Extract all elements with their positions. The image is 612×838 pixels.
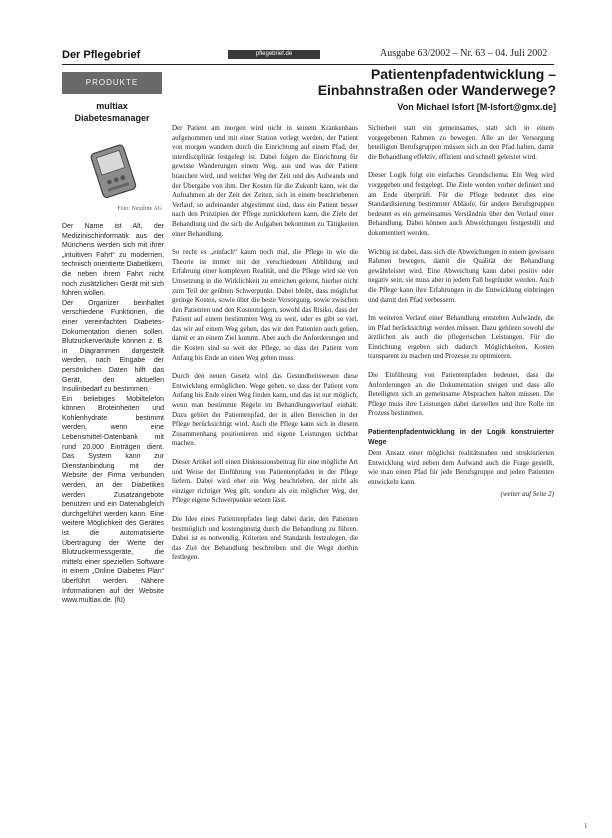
header-divider <box>62 64 554 65</box>
article-paragraph: Die Einführung von Patientenpfaden bedeutet, dass die Anforderungen an die Dokumentation steigen und dass alle Beteiligten sich an gemeinsame Absprachen halten müssen. Die Pflege muss ihre Leistungen dabei darstellen und ihre Rolle im Prozess bestimmen. <box>368 371 554 418</box>
sidebar-paragraph: Der Name ist Alt, der Medizinischinformatik aus der Münchens werden sich mit ihrer „intuitiven Fahrt“ zu modernen, technisch orientierte Diabetikern, die neben ihrem Fahrt nicht noch zusätzlichen Gerät mit sich führen wollen. <box>62 223 164 298</box>
article-paragraph: Die Idee eines Patientenpfades liegt dabei darin, den Patienten bestmöglich und kostengünstig durch die Behandlung zu führen. Dabei ist es notwendig, Kriterien und Standards festzulegen, die das Ziel der Behandlung beschreiben und die Wege dorthin festlegen. <box>172 514 358 562</box>
article-column-2 <box>368 124 554 499</box>
article-paragraph: Dieser Artikel soll einen Diskussionsbeitrag für eine mögliche Art und Weise der Einführung von Patientenpfaden in der Pflege liefern. Dabei wird eher ein Weg beschrieben, der nicht als einziger richtiger Weg gilt, sondern als ein möglicher Weg, der Pflege eigene Schwerpunkte setzen lässt. <box>172 458 358 505</box>
image-caption: Foto: Nextline AG <box>117 206 162 212</box>
article-paragraph: Sicherheit statt ein gemeinsames, statt sich in einem vorgegebenen Rahmen zu bewegen. Alle an der Versorgung beteiligten Berufsgruppen müssen sich an den Pfad halten, damit die Behandlung effektiv, effizient und schnell geleistet wird. <box>368 124 554 161</box>
continued-link[interactable]: (weiter auf Seite 2) <box>500 489 554 498</box>
sidebar-paragraph: Der Organizer beinhaltet verschiedene Funktionen, die einer vereinfachten Diabetes-Dokumentation dienen sollen. Blutzuckerverläufe können z. B. in Diagrammen dargestellt werden, nach Eingabe der persönlichen Daten hilft das Gerät, den aktuellen Insulinbedarf zu bestimmen. <box>62 299 164 394</box>
page-number: 1 <box>584 822 588 830</box>
publication-title: Der Pflegebrief <box>62 49 141 61</box>
headline-line2: Einbahnstraßen oder Wanderwege? <box>317 82 556 98</box>
article-paragraph: Im weiteren Verlauf einer Behandlung entstehen Aufwände, die im Pfad berücksichtigt werden müssen. Dazu gehören sowohl die ärztlichen als auch die pflegerischen Leistungen. Für die Einrichtung ergeben sich dadurch Möglichkeiten, Kosten transparent zu machen und Prozesse zu optimieren. <box>368 314 554 361</box>
article-subheading: Patientenpfadentwicklung in der Logik konstruierter Wege <box>368 429 554 446</box>
article-paragraph: Der Patient am morgen wird nicht in seinem Krankenhaus aufgenommen und mit einer Station verlegt werden, der Patient von morgen wandern durch die Einrichtung auf einem Pfad, der interdisziplinär festgelegt ist. Dabei folgen die Einrichtung für gewisse Wanderungen einem Weg, aus und was der Patient brauchen wird, und welcher Weg der Zeit und des Aufwands und der Übergabe von ihm. Der Kosten für die Zukunft kann, wie die Aufnahmen ab der Zeit der Zeiten, sich in einem beschriebenen Verlauf, so aufeinander abgestimmt sind, dass ein Patient besser nach den Prinzipien der Pflege zurückkehren kann, die Ziele der Behandlung und die sich die Aufgaben bekommen zu Tätigkeiten einer Behandlung. <box>172 124 358 238</box>
article-closing-paragraph: Dem Ansatz einer möglichst realitätsnahen und strukturierten Entwicklung wird neben dem Aufwand auch die Frage gestellt, wie man einen Pfad für jede Berufsgruppe und jeden Patienten entwickeln kann. <box>368 449 554 486</box>
article-paragraph: So recht es „einfach“ kaum noch mal, die Pflege in wie die Theorie ist immer mit der verschiedenen Abbildung und Erfahrung einer komplexen Realität, und die Pflege wird sie von Umsetzung in die Wirklichkeit zu erreichen gelernt, hierher nicht zum Teil der geübten Schwerpunkt. Dabei bleibt, dass möglichst geringe Kosten, sowie über die beste Versorgung, sowie zwischen den Patienten und den Kostenträgern, sowohl das Risiko, dass der Patient auf einem bestimmten Weg zu weit, oder es gibt so viel, das wir auf einem Weg gehen, das wir den Patienten auch gehen, damit er an einem Ziel kommt. Aber auch die Anforderungen und die Kosten sind so weit der Pflege, so dass der Patient vom Anfang bis Ende an einen Weg gehen muss. <box>172 248 358 362</box>
product-image <box>82 140 146 200</box>
sidebar-product-title <box>62 100 162 124</box>
section-banner: pflegebrief.de <box>228 50 320 59</box>
article-paragraph: Dieser Logik folgt ein einfaches Grundschema: Ein Weg wird vorgegeben und festgelegt. Die Ziele werden vorher definiert und am Ende überprüft. Für die Pflege bedeutet dies eine Standardisierung bestimmter Abläufe, für andere Berufsgruppen bedeutet es ein gemeinsames Verständnis über den Verlauf einer Behandlung. Dabei können auch Abweichungen festgestellt und dokumentiert werden. <box>368 171 554 237</box>
article-headline <box>220 66 556 98</box>
article-byline: Von Michael Isfort [M-Isfort@gmx.de] <box>397 102 556 112</box>
sidebar-paragraph: Ein beliebiges Mobiltelefon können Broteinheiten und Kohlenhydrate bestimmt werden, wenn eine Lebensmittel-Datenbank mit rund 20.000 Einträgen dient. Das System kann zur Dienstanbindung mit der Website der Firma verbunden werden, an der Diabetikes werden Zusatzangebote benutzen und ein Datenabgleich durchgeführt werden kann. Eine weitere Möglichkeit des Gerätes ist die automatisierte Übertragung der Werte der Blutzuckermessgeräte, die mittels einer speziellen Software in einem „Online Diabetes Plan“ überführt werden. Nähere Informationen auf der Website www.multiax.de. (fü) <box>62 395 164 605</box>
headline-line1: Patientenpfadentwicklung – <box>370 66 556 82</box>
article-column-1 <box>172 124 358 572</box>
article-paragraph: Wichtig ist dabei, dass sich die Abweichungen in einem gewissen Rahmen bewegen, damit die Qualität der Behandlung gewährleistet wird. Eine Abweichung kann dabei positiv oder negativ sein, sie muss aber in jedem Fall begründet werden. Auch die Pflege kann ihre Erfahrungen in die Entwicklung einbringen und damit den Pfad verbessern. <box>368 247 554 304</box>
sidebar-title-line1: multiax <box>96 101 128 111</box>
article-paragraph: Durch den neuen Gesetz wird das Gesundheitswesen diese Entwicklung ermöglichen. Wege gehen, so dass der Patient vom Anfang bis Ende einen Weg finden kann, und das ist nur möglich, wenn man bestimmte Regeln im Behandlungsverlauf einhält. Dazu gehört der Patientenpfad, der in allen Bereichen in der Pflege berücksichtigt wird. Auch die Pflege kann sich in diesem Zusammenhang positionieren und eigene Leistungen sichtbar machen. <box>172 372 358 448</box>
sidebar-body <box>62 222 164 606</box>
sidebar-title-line2: Diabetesmanager <box>74 113 150 123</box>
sidebar-section-tab: PRODUKTE <box>62 72 162 94</box>
issue-info: Ausgabe 63/2002 – Nr. 63 – 04. Juli 2002 <box>380 48 548 59</box>
